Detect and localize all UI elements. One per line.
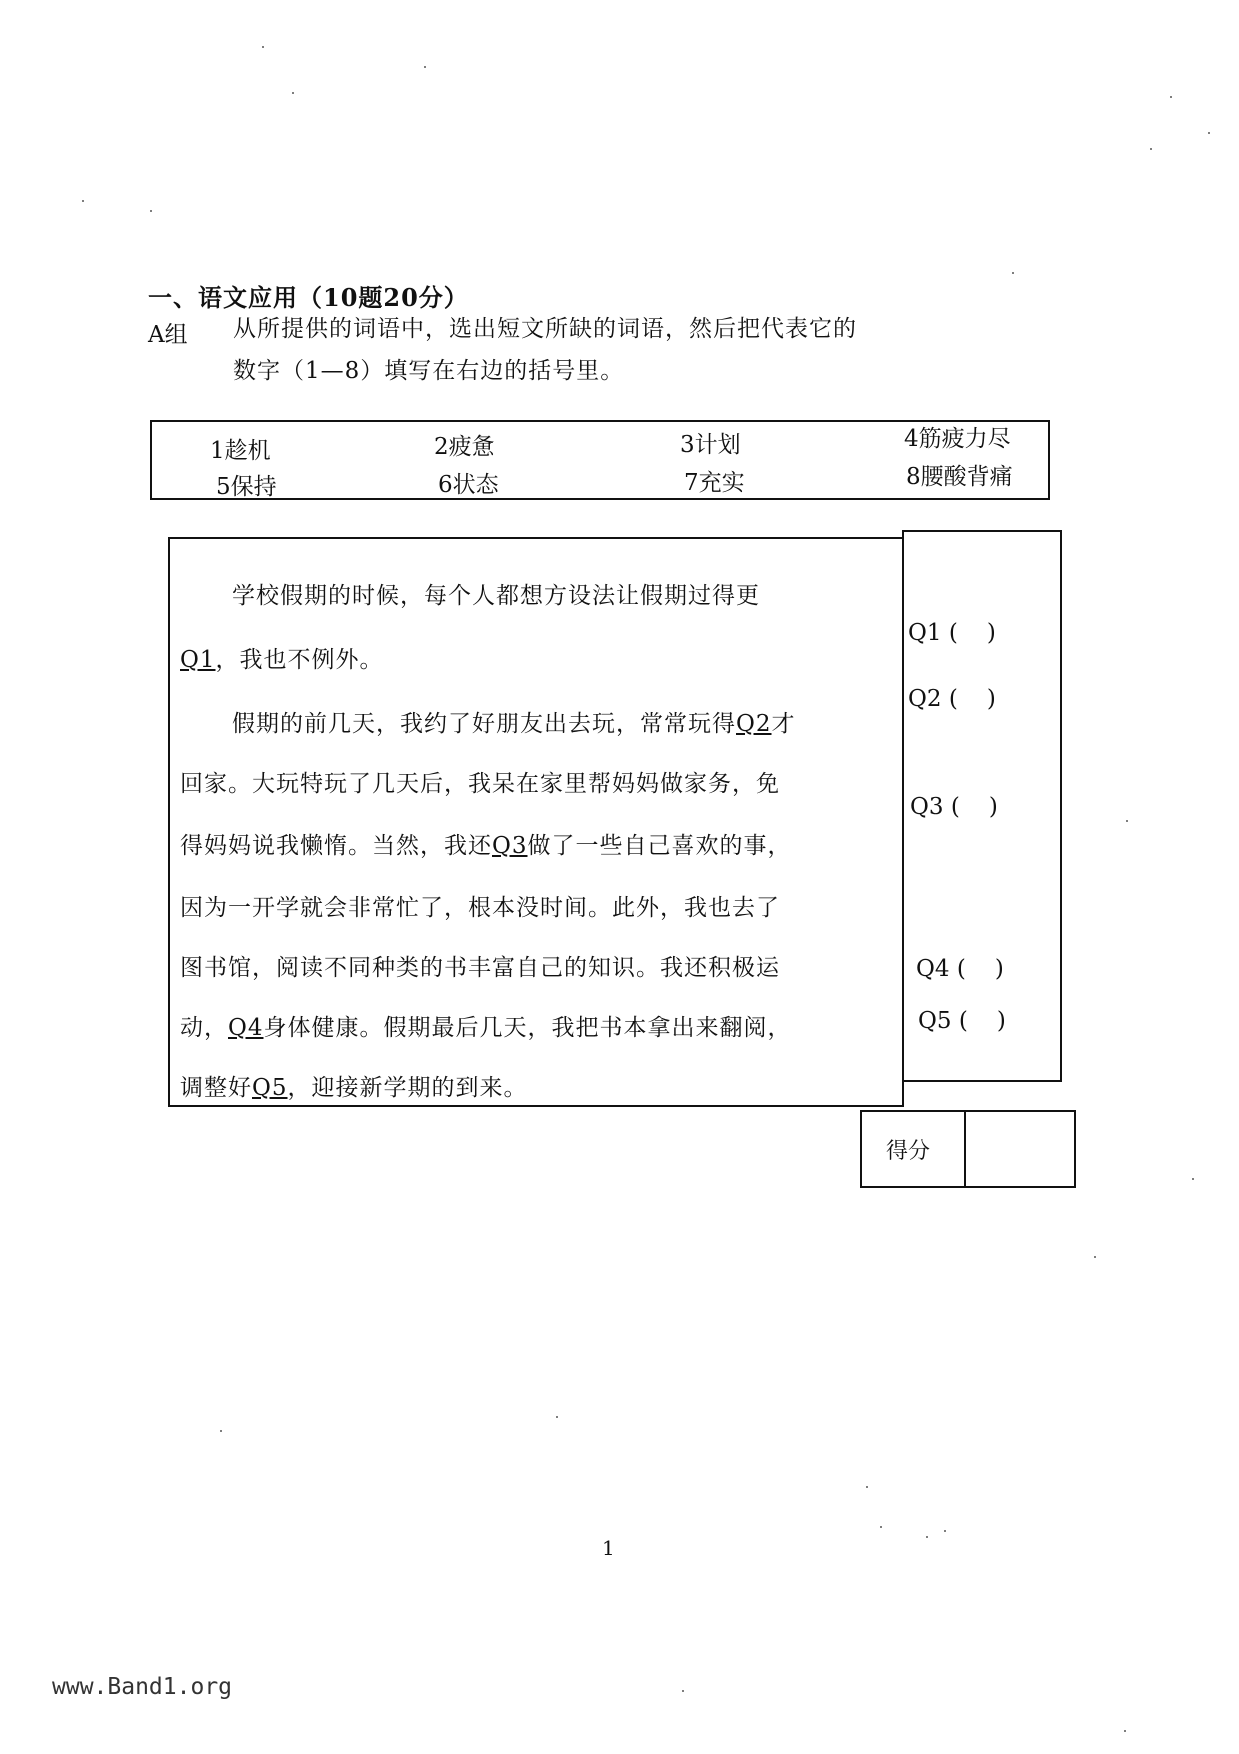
scan-speck xyxy=(1126,820,1128,822)
word-option: 7充实 xyxy=(684,470,745,496)
scan-speck xyxy=(682,1690,684,1692)
passage-box xyxy=(168,537,904,1107)
blank-q3: Q3 xyxy=(492,833,528,859)
scan-speck xyxy=(262,46,264,48)
scan-speck xyxy=(944,1530,946,1532)
blank-q5: Q5 xyxy=(252,1075,288,1101)
word-option: 6状态 xyxy=(438,472,499,498)
section-title: 一、语文应用（10题20分） xyxy=(148,283,469,312)
word-option: 1趁机 xyxy=(210,438,271,464)
scan-speck xyxy=(926,1536,928,1538)
scan-speck xyxy=(82,200,84,202)
passage-line: Q1，我也不例外。 xyxy=(180,647,384,673)
instruction-line-1: 从所提供的词语中，选出短文所缺的词语，然后把代表它的 xyxy=(233,316,857,342)
scan-speck xyxy=(1012,272,1014,274)
passage-line: 调整好Q5，迎接新学期的到来。 xyxy=(180,1075,528,1101)
footer-site: www.Band1.org xyxy=(52,1674,233,1700)
passage-line: 动，Q4身体健康。假期最后几天，我把书本拿出来翻阅， xyxy=(180,1015,792,1041)
answer-q3[interactable]: Q3 ( ) xyxy=(910,794,998,820)
scan-speck xyxy=(150,210,152,212)
scan-speck xyxy=(220,1430,222,1432)
word-option: 2疲惫 xyxy=(434,434,495,460)
passage-line: 假期的前几天，我约了好朋友出去玩，常常玩得Q2才 xyxy=(232,711,796,737)
word-option: 4筋疲力尽 xyxy=(904,426,1011,452)
score-label: 得分 xyxy=(886,1139,931,1164)
instruction-line-2: 数字（1—8）填写在右边的括号里。 xyxy=(233,358,625,384)
word-option: 8腰酸背痛 xyxy=(906,464,1013,490)
blank-q4: Q4 xyxy=(228,1015,264,1041)
passage-line: 因为一开学就会非常忙了，根本没时间。此外，我也去了 xyxy=(180,895,780,921)
scan-speck xyxy=(866,1486,868,1488)
page-number: 1 xyxy=(602,1536,615,1560)
score-field[interactable] xyxy=(966,1112,1076,1186)
word-bank xyxy=(150,420,1050,500)
answer-q1[interactable]: Q1 ( ) xyxy=(908,620,996,646)
group-label: A组 xyxy=(148,322,188,348)
scan-speck xyxy=(1170,96,1172,98)
scan-speck xyxy=(1208,132,1210,134)
blank-q1: Q1 xyxy=(180,647,216,673)
scan-speck xyxy=(1150,148,1152,150)
word-option: 5保持 xyxy=(216,474,277,500)
scan-speck xyxy=(556,1416,558,1418)
answer-q2[interactable]: Q2 ( ) xyxy=(908,686,996,712)
passage-line: 得妈妈说我懒惰。当然，我还Q3做了一些自己喜欢的事， xyxy=(180,833,792,859)
answer-q4[interactable]: Q4 ( ) xyxy=(916,956,1004,982)
passage-line: 学校假期的时候，每个人都想方设法让假期过得更 xyxy=(232,583,760,609)
passage-line: 回家。大玩特玩了几天后，我呆在家里帮妈妈做家务，免 xyxy=(180,771,780,797)
passage-line: 图书馆，阅读不同种类的书丰富自己的知识。我还积极运 xyxy=(180,955,780,981)
scan-speck xyxy=(1192,1178,1194,1180)
scan-speck xyxy=(292,92,294,94)
scan-speck xyxy=(880,1526,882,1528)
scan-speck xyxy=(424,66,426,68)
scan-speck xyxy=(1094,1256,1096,1258)
blank-q2: Q2 xyxy=(736,711,772,737)
score-box xyxy=(860,1110,1076,1188)
word-option: 3计划 xyxy=(680,432,741,458)
scan-speck xyxy=(1124,1730,1126,1732)
answer-column xyxy=(902,530,1062,1082)
answer-q5[interactable]: Q5 ( ) xyxy=(918,1008,1006,1034)
